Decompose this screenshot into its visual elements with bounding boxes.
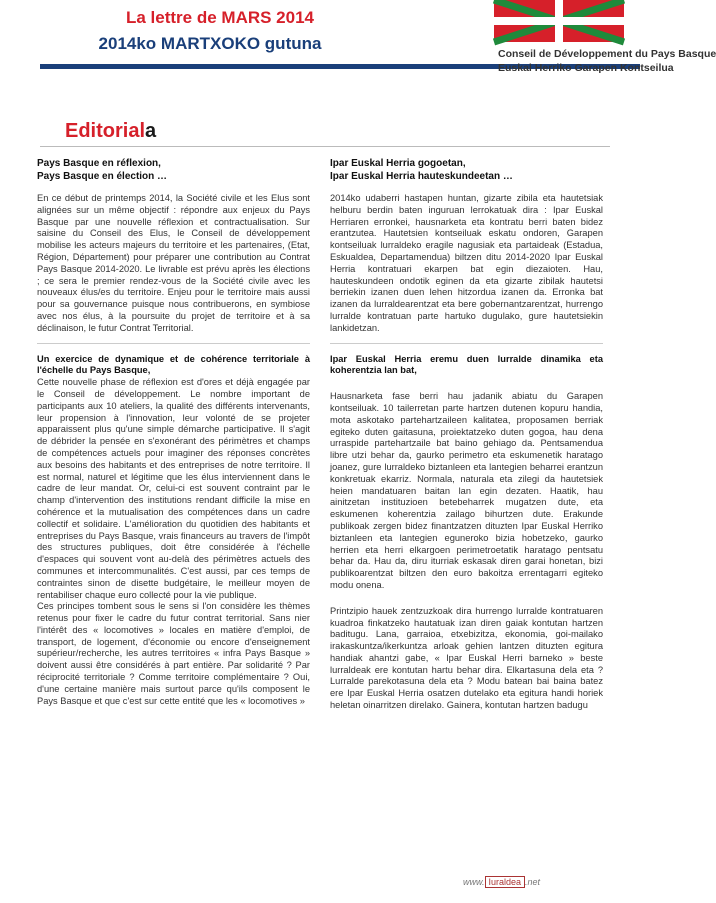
eu-separator <box>330 343 603 344</box>
watermark-prefix: www. <box>463 877 485 887</box>
org-name-eu: Euskal Herriko Garapen Kontseilua <box>498 62 674 74</box>
fr-separator <box>37 343 310 344</box>
watermark <box>463 876 540 888</box>
section-title-main: Editorial <box>65 120 146 142</box>
fr-heading-2: Pays Basque en élection … <box>37 170 168 182</box>
section-rule <box>40 146 610 147</box>
letter-title-fr: La lettre de MARS 2014 <box>125 8 314 27</box>
fr-paragraph-1: En ce début de printemps 2014, la Société civile et les Elus sont alignées sur un même objectif : répondre aux enjeux du Pays Basque par une nouvelle réflexion et contractualisation. Sur saisine du Conseil des Elus, le Conseil de développement mobilise les acteurs majeurs du territoire et les partenaires, (Etat, Région, Département) pour préparer une contribution au Contrat Pays Basque 2014-2020. Le livrable est prévu après les élections ; ce sera le premier rendez-vous de la Société civile avec les nouveaux élus/es du territoire. Enjeu pour le territoire mais aussi pour sa gouvernance puisque nous contribuerons, en symbiose avec nos élus, à la poursuite du projet de territoire et à sa déclinaison, le futur Contrat Territorial. <box>37 193 310 333</box>
fr-subheading: Un exercice de dynamique et de cohérence territoriale à l'échelle du Pays Basque, <box>37 353 310 376</box>
org-name-fr: Conseil de Développement du Pays Basque <box>498 48 716 60</box>
eu-heading-2: Ipar Euskal Herria hauteskundeetan … <box>330 170 513 182</box>
column-basque <box>330 158 603 712</box>
fr-heading-1: Pays Basque en réflexion, <box>37 158 161 169</box>
eu-subheading: Ipar Euskal Herria eremu duen lurralde dinamika eta koherentzia lan bat, <box>330 353 603 376</box>
column-french <box>37 158 310 707</box>
basque-flag-logo <box>494 0 624 42</box>
eu-heading-1: Ipar Euskal Herria gogoetan, <box>330 158 466 169</box>
eu-paragraph-3: Printzipio hauek zentzuzkoak dira hurrengo lurralde kontratuaren kuadroa finkatzeko hautatuak izan diren gaiak kontutan hartzen baditugu. Lana, garraioa, etxebizitza, ekonomia, goi-mailako irakaskuntza/ikerkuntza arloak gehien lantzen dituzten egitura handiak ahantzi gabe, « Ipar Euskal Herri barneko » beste lurraldeak ere kontutan hartu behar dira. Elkartasuna dela eta ? Lurralde parekotasuna dela eta ? Modu batean bai baina batez ere Ipar Euskal Herria osatzen dutelako eta egitura handi horiek heletan oinarritzen direlako. Gainera, kontutan hartzen badugu <box>330 605 603 711</box>
eu-paragraph-2: Hausnarketa fase berri hau jadanik abiatu du Garapen kontseiluak. 10 tailerretan parte hartzen dutenen kopuru handia, mota askotako partehartzaileen kalitatea, proposamen berriak egiteko duten gaitasuna, proiektatzeko duten gogoa, hau dena urraspide partehartzaile bat baino gehiago da. Pentsamendua libre utzi behar da, gaurko perimetro eta eskumenetik haratago joanez, gure lurraldeko biztanleen eta lantegien beharrei erantzun konkretuak ekarriz. Normala, naturala eta zilegi da hautetsiek heien mandatuaren baitan lan egin dezaten. Haatik, hau ainitzetan instituzioen betebeharrek mugatzen dute, eta eskumenen koherentzia zailago bihurtzen dute. Erakunde publikoak zergen bidez finantzatzen dituzten Ipar Euskal Herriko biztanleen eta lantegien eguneroko bizia hobetzeko, gaurko herrien eta herri elkargoen perimetroetatik haratago pentsatu behar da. Hau da, diru iturriak eskasak diren garai honetan, bizi publikoarentzat biltzen den euro bakoitza errentagarri egiteko modu onena. <box>330 391 603 590</box>
watermark-brand: Iuraldea <box>485 876 526 888</box>
fr-paragraph-2: Cette nouvelle phase de réflexion est d'ores et déjà engagée par le Conseil de développement. Le nombre important de participants aux 10 ateliers, la qualité des différents intervenants, leur propension à l'innovation, leur volonté de se projeter apparaissent plus qu'une simple démarche participative. Il s'agit de débrider la pensée en s'exonérant des périmètres et champs de compétences actuels pour imaginer des réponses concrètes aux besoins des habitants et des entreprises de notre territoire. Il est normal, naturel et légitime que les élus interviennent dans le cadre de leur mandat. Or, celui-ci est souvent contraint par le champ d'intervention des institutions rendant difficile la mise en cohérence et la mutualisation des compétences dans un cadre collectif et solidaire. L'amélioration du quotidien des habitants et entreprises du Pays Basque, vrais financeurs au travers de l'impôt des structures publiques, doit être considérée à l'échelle d'espaces qui souvent vont au-delà des périmètres actuels des communes et intercommunalités. C'est aussi, par ces temps de contraintes sinon de disette budgétaire, le meilleur moyen de rentabiliser chaque euro collecté pour la vie publique. <box>37 377 310 600</box>
section-title <box>65 120 156 143</box>
watermark-suffix: .net <box>525 877 541 887</box>
eu-paragraph-1: 2014ko udaberri hastapen huntan, gizarte zibila eta hautetsiak helburu berdin baten inguruan lerrokatuak dira : Ipar Euskal Herriaren erronkei, hausnarketa eta kontratu berri baten bidez erantzutea. Hautetsien kontseiluak eskatu ondoren, Garapen kontseiluak lurraldeko eragile nagusiak eta partaideak (Estadua, Eskualdea, Departamendua) biltzen ditu 2014-2020 Ipar Euskal Herria kontratuari ekarpen bat egin diezaioten. Hau, hauteskundeen ondotik eginen da eta gizarte zibilak hautetsi berriekin izanen duen lehen hitzordua izanen da. Erronka bat izanen da lurraldearentzat eta bere gobernantzarentzat, hurrengo lurralde kontratuan parte hartuko dugulako, gure hautetsiekin lankidetzan. <box>330 193 603 333</box>
letter-title-eu: 2014ko MARTXOKO gutuna <box>98 34 322 53</box>
fr-paragraph-3: Ces principes tombent sous le sens si l'on considère les thèmes retenus pour fixer le cadre du futur contrat territorial. Sans nier l'intérêt des « locomotives » locales en matière d'emploi, de transport, de logement, d'économie ou encore d'enseignement supérieur/recherche, les autres territoires « infra Pays Basque » doivent aussi être considérés à part entière. Par solidarité ? Par réciprocité territoriale ? Comme territoire complémentaire ? Oui, d'une certaine manière mais surtout parce qu'ils composent le Pays Basque et que c'est sur cette entité que les « locomotives » <box>37 601 310 706</box>
section-title-last: a <box>145 120 157 142</box>
